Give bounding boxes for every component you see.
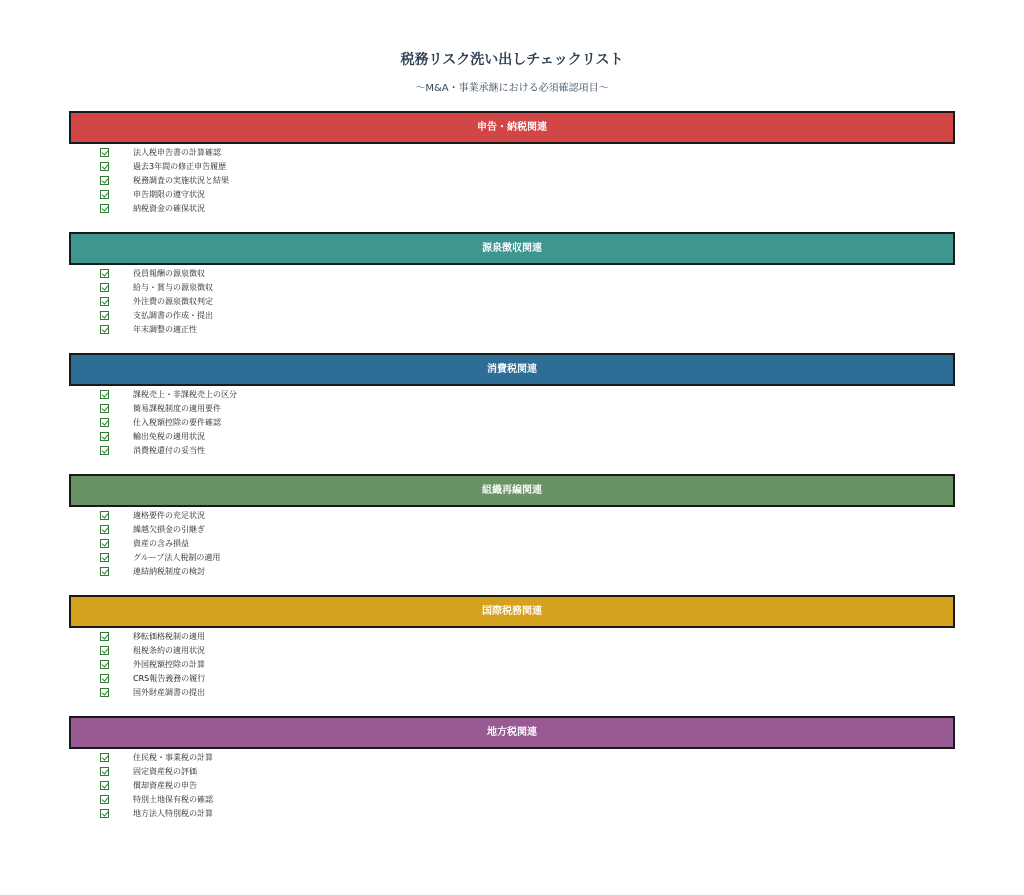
checklist-item [69, 509, 955, 523]
checklist-item [69, 308, 955, 322]
checkbox-checked-icon[interactable] [100, 204, 109, 213]
checklist-item-label: 輸出免税の適用状況 [133, 431, 205, 441]
checklist-item [69, 187, 955, 201]
checklist-item [69, 523, 955, 537]
page-title: 税務リスク洗い出しチェックリスト [400, 52, 624, 68]
checklist-item [69, 630, 955, 644]
section-header: 国際税務関連 [69, 595, 955, 628]
checkbox-checked-icon[interactable] [100, 404, 109, 413]
checklist-item [69, 322, 955, 336]
checkbox-checked-icon[interactable] [100, 660, 109, 669]
checklist-item [69, 685, 955, 699]
checklist-item-label: 外注費の源泉徴収判定 [133, 296, 213, 306]
checklist-item [69, 658, 955, 672]
checklist-section [69, 474, 955, 578]
checklist-item-label: CRS報告義務の履行 [133, 673, 206, 683]
checkbox-checked-icon[interactable] [100, 632, 109, 641]
checklist-section [69, 595, 955, 699]
checkbox-checked-icon[interactable] [100, 525, 109, 534]
checklist-item [69, 765, 955, 779]
checklist-item-label: 役員報酬の源泉徴収 [133, 269, 205, 279]
checklist-item-label: 住民税・事業税の計算 [133, 753, 213, 763]
checklist-item [69, 806, 955, 820]
checklist-item-label: 支払調書の作成・提出 [133, 310, 213, 320]
checklist-item [69, 201, 955, 215]
checklist-item-label: 申告期限の遵守状況 [133, 189, 205, 199]
checklist-item-label: 年末調整の適正性 [133, 324, 197, 334]
checklist-item-label: 納税資金の確保状況 [133, 203, 205, 213]
section-header: 源泉徴収関連 [69, 232, 955, 265]
checkbox-checked-icon[interactable] [100, 809, 109, 818]
checklist-item [69, 644, 955, 658]
checklist-items [69, 509, 955, 578]
checkbox-checked-icon[interactable] [100, 795, 109, 804]
checklist-items [69, 388, 955, 457]
checkbox-checked-icon[interactable] [100, 539, 109, 548]
checklist-item [69, 160, 955, 174]
checklist-item-label: 移転価格税制の適用 [133, 632, 205, 642]
checklist-item [69, 295, 955, 309]
checklist-item-label: 簡易課税制度の適用要件 [133, 404, 221, 414]
checklist-items [69, 146, 955, 215]
checkbox-checked-icon[interactable] [100, 176, 109, 185]
checklist-section [69, 232, 955, 336]
checklist-item [69, 550, 955, 564]
checklist-item-label: 法人税申告書の計算確認 [133, 148, 221, 158]
section-header: 地方税関連 [69, 716, 955, 749]
checkbox-checked-icon[interactable] [100, 148, 109, 157]
checklist-item-label: 償却資産税の申告 [133, 780, 197, 790]
checkbox-checked-icon[interactable] [100, 753, 109, 762]
checklist-item [69, 443, 955, 457]
checklist-section [69, 111, 955, 215]
checkbox-checked-icon[interactable] [100, 432, 109, 441]
checklist-item [69, 402, 955, 416]
checklist-item-label: 税務調査の実施状況と結果 [133, 175, 229, 185]
checklist-item [69, 281, 955, 295]
checkbox-checked-icon[interactable] [100, 162, 109, 171]
checklist-items [69, 630, 955, 699]
checklist-section [69, 353, 955, 457]
checklist-item [69, 751, 955, 765]
checkbox-checked-icon[interactable] [100, 553, 109, 562]
checklist-item-label: 資産の含み損益 [133, 538, 189, 548]
checklist-item-label: 仕入税額控除の要件確認 [133, 417, 221, 427]
checklist-item-label: 過去3年間の修正申告履歴 [133, 162, 227, 172]
checkbox-checked-icon[interactable] [100, 390, 109, 399]
checkbox-checked-icon[interactable] [100, 688, 109, 697]
checkbox-checked-icon[interactable] [100, 781, 109, 790]
checklist-item-label: 租税条約の適用状況 [133, 646, 205, 656]
checklist-item [69, 146, 955, 160]
checkbox-checked-icon[interactable] [100, 311, 109, 320]
checklist-item [69, 792, 955, 806]
checklist-items [69, 267, 955, 336]
checklist-item [69, 671, 955, 685]
section-header: 消費税関連 [69, 353, 955, 386]
checklist-items [69, 751, 955, 820]
checklist-item-label: 課税売上・非課税売上の区分 [133, 390, 237, 400]
checkbox-checked-icon[interactable] [100, 325, 109, 334]
section-header: 申告・納税関連 [69, 111, 955, 144]
page-subtitle: 〜M&A・事業承継における必須確認項目〜 [415, 83, 609, 94]
checkbox-checked-icon[interactable] [100, 567, 109, 576]
checklist-item [69, 388, 955, 402]
checklist-item [69, 416, 955, 430]
checklist-item [69, 537, 955, 551]
checklist-item-label: 適格要件の充足状況 [133, 511, 205, 521]
checklist-item [69, 564, 955, 578]
checkbox-checked-icon[interactable] [100, 283, 109, 292]
checklist-item-label: 国外財産調書の提出 [133, 687, 205, 697]
checkbox-checked-icon[interactable] [100, 297, 109, 306]
checkbox-checked-icon[interactable] [100, 767, 109, 776]
checklist-item [69, 779, 955, 793]
checklist-item-label: 固定資産税の評価 [133, 767, 197, 777]
checklist-item [69, 267, 955, 281]
checkbox-checked-icon[interactable] [100, 269, 109, 278]
checklist-item [69, 429, 955, 443]
checkbox-checked-icon[interactable] [100, 646, 109, 655]
checkbox-checked-icon[interactable] [100, 418, 109, 427]
checklist-item-label: 地方法人特別税の計算 [133, 808, 213, 818]
checklist-item [69, 174, 955, 188]
checklist-section [69, 716, 955, 820]
checklist-item-label: 繰越欠損金の引継ぎ [133, 525, 205, 535]
checkbox-checked-icon[interactable] [100, 190, 109, 199]
section-header: 組織再編関連 [69, 474, 955, 507]
checklist-item-label: グループ法人税制の適用 [133, 552, 221, 562]
checkbox-checked-icon[interactable] [100, 446, 109, 455]
checklist-item-label: 消費税還付の妥当性 [133, 445, 205, 455]
checklist-item-label: 特別土地保有税の確認 [133, 794, 213, 804]
checklist-item-label: 連結納税制度の検討 [133, 566, 205, 576]
checklist-item-label: 給与・賞与の源泉徴収 [133, 283, 213, 293]
checkbox-checked-icon[interactable] [100, 511, 109, 520]
checkbox-checked-icon[interactable] [100, 674, 109, 683]
checklist-item-label: 外国税額控除の計算 [133, 659, 205, 669]
